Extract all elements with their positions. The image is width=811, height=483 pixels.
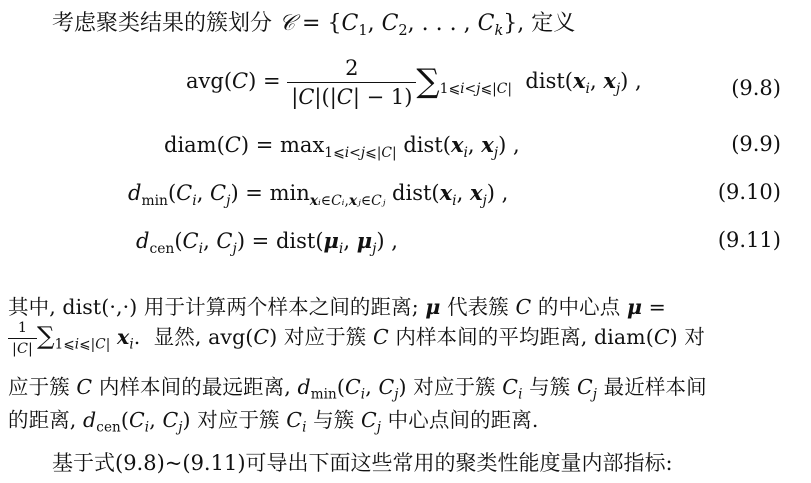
- equation-dmin: $d_{min}(C_i$, $C_j) = \min_{xᵢ\in Cᵢ,xⱼ\in Cⱼ}$ $dist(x_i$, $x_j$) ,: [128, 180, 509, 209]
- eq-avg-fraction: [287, 56, 416, 109]
- dcen-inline: $d_{cen}(C_i$, $C_j$): [83, 408, 191, 436]
- paragraph-text: 显然, avg(: [153, 325, 254, 349]
- paragraph-text: 内样本间的平均距离, diam(: [388, 325, 654, 349]
- paragraph-text: 内样本间的最远距离,: [92, 375, 298, 399]
- paragraph-text: =: [642, 295, 666, 319]
- equation-number-9-8: (9.8): [731, 76, 781, 100]
- intro-text: 考虑聚类结果的簇划分: [52, 11, 279, 36]
- intro-text-after: , 定义: [517, 11, 576, 36]
- paragraph-line-4: 的距离, $d_{cen}(C_i$, $C_j$) 对应于簇 $C_i$ 与簇 $C_j$ 中心点间的距离.: [8, 408, 539, 436]
- eq-avg-body: $dist(x_i$, $x_j$) ,: [518, 68, 642, 97]
- paragraph-text: 的距离,: [8, 408, 84, 432]
- mean-sum-range: 1⩽i⩽|C|: [54, 336, 111, 353]
- paragraph-text: ) 对: [669, 325, 705, 349]
- paragraph-line-1: [8, 290, 666, 320]
- eq-avg-lhs: avg(C) =: [186, 69, 281, 93]
- summation-icon: ∑: [36, 321, 55, 350]
- paragraph-text: 与簇: [522, 375, 577, 399]
- paragraph-text: 中心点间的距离.: [381, 408, 539, 432]
- equation-number-9-11: (9.11): [717, 228, 781, 252]
- cluster-symbol: C: [515, 295, 532, 319]
- paragraph-line-3: 应于簇 C 内样本间的最远距离, $d_{min}(C_i$, $C_j$) 对应于簇 $C_i$ 与簇 $C_j$ 最近样本间: [8, 375, 707, 403]
- equation-avg: [186, 56, 642, 109]
- mean-fraction: [8, 320, 37, 357]
- summation-icon: ∑: [416, 61, 440, 100]
- paragraph-text: 代表簇: [440, 295, 516, 319]
- equation-number-9-9: (9.9): [731, 132, 781, 156]
- paragraph-text: 应于簇: [8, 375, 77, 399]
- mu-symbol: μ: [626, 295, 643, 319]
- paragraph-text: 对应于簇: [190, 408, 287, 432]
- paragraph-text: 对应于簇: [406, 375, 503, 399]
- paragraph-line-2: $\frac{1}{|C|}$ $\sum_{1⩽i⩽|C|}$ $x_i$. 显然, avg(C) 对应于簇 C 内样本间的平均距离, diam(C) 对: [8, 320, 705, 357]
- equation-dcen: $d_{cen}(C_i$, $C_j$) = $dist(\mu_i$, $\mu_j$) ,: [136, 228, 398, 257]
- eq-avg-numerator: 2: [287, 56, 416, 83]
- paragraph-text: 与簇: [306, 408, 361, 432]
- eq-avg-denominator: |C|(|C| − 1): [291, 85, 413, 109]
- eq-avg-sum-range: 1⩽i<j⩽|C|: [439, 80, 513, 97]
- intro-line: [52, 6, 576, 40]
- mean-fraction-denominator: |C|: [12, 341, 33, 357]
- footer-line: 基于式(9.8)~(9.11)可导出下面这些常用的聚类性能度量内部指标:: [52, 451, 673, 475]
- paragraph-text: 其中, dist(·,·) 用于计算两个样本之间的距离;: [8, 295, 426, 319]
- paragraph-text: ) 对应于簇: [269, 325, 373, 349]
- dmin-inline: $d_{min}(C_i$, $C_j$): [297, 375, 407, 403]
- equation-number-9-10: (9.10): [717, 180, 781, 204]
- paragraph-text: 的中心点: [531, 295, 627, 319]
- paragraph-text: 最近样本间: [597, 375, 707, 399]
- mean-fraction-numerator: 1: [8, 320, 37, 339]
- equation-diam: diam(C) = $\max_{1⩽i<j⩽|C|}$ $dist(x_i$, $x_j$) ,: [164, 132, 520, 161]
- mu-symbol: μ: [425, 295, 441, 319]
- intro-math-cluster-partition: 𝒞 = {$C_1$, $C_2$, . . . , $C_k$}: [279, 11, 518, 40]
